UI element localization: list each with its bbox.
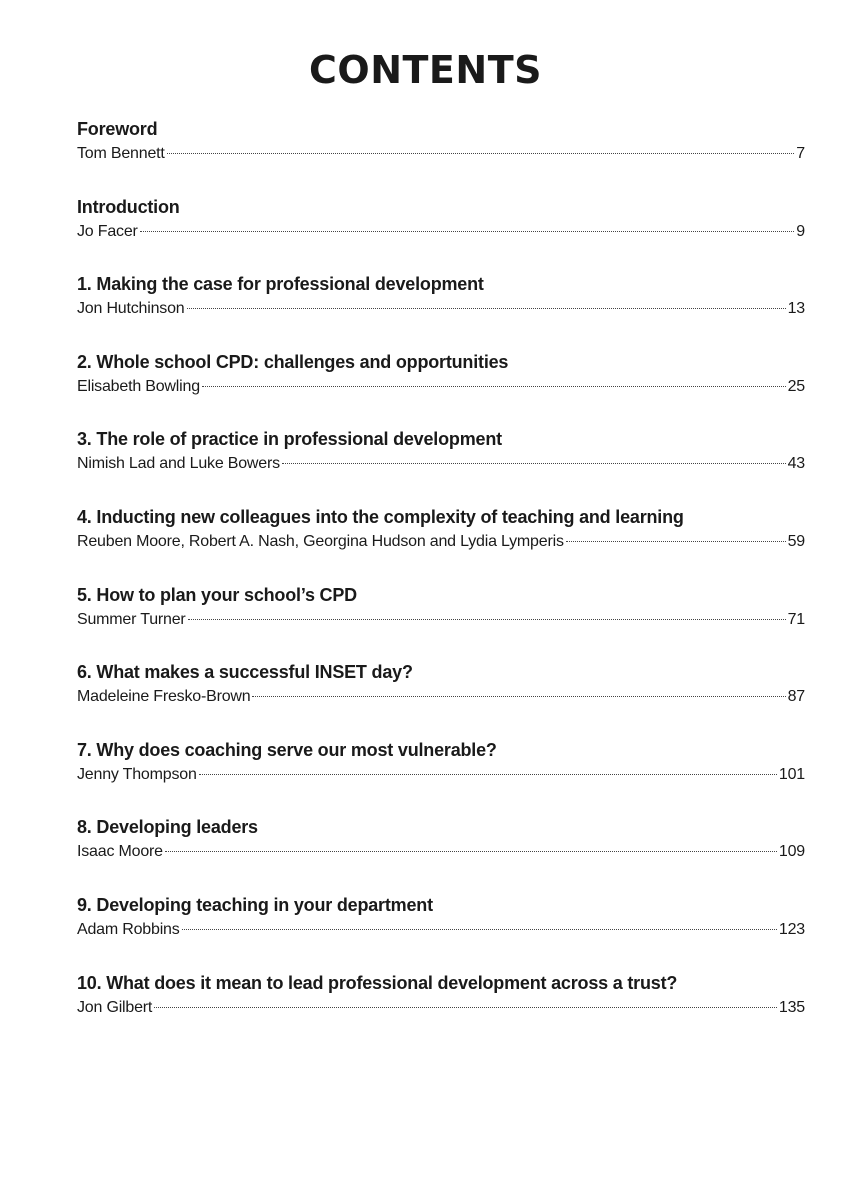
dot-leader [188,619,786,620]
toc-entry-chapter-9[interactable] [77,892,805,970]
toc-entry-author: Jon Hutchinson [77,300,185,318]
dot-leader [187,308,786,309]
dot-leader [167,153,795,154]
toc-entry-page-number: 101 [778,765,805,783]
toc-entry-author: Reuben Moore, Robert A. Nash, Georgina Hudson and Lydia Lymperis [77,532,564,550]
toc-entry-foreword[interactable] [77,116,805,194]
toc-entry-line [77,375,805,399]
toc-entry-line [77,918,805,942]
toc-entry-introduction[interactable] [77,194,805,272]
toc-entry-heading: 9. Developing teaching in your department [77,894,433,915]
toc-entry-page-number: 87 [787,688,805,706]
toc-entry-line [77,763,805,787]
toc-entry-chapter-6[interactable] [77,659,805,737]
toc-entry-page-number: 71 [787,610,805,628]
toc-entry-author: Jon Gilbert [77,998,153,1016]
toc-entry-author: Jo Facer [77,222,138,240]
toc-entry-page-number: 59 [787,532,805,550]
toc-entry-line [77,220,805,244]
toc-entry-chapter-3[interactable] [77,426,805,504]
toc-entry-line [77,840,805,864]
toc-entry-line [77,142,805,166]
toc-entry-chapter-1[interactable] [77,271,805,349]
dot-leader [165,851,777,852]
toc-entry-author: Isaac Moore [77,843,163,861]
toc-entry-page-number: 109 [778,843,805,861]
toc-entry-chapter-8[interactable] [77,814,805,892]
toc-entry-chapter-5[interactable] [77,582,805,660]
toc-entry-page-number: 13 [787,300,805,318]
toc-entry-author: Nimish Lad and Luke Bowers [77,455,280,473]
toc-entry-author: Madeleine Fresko-Brown [77,688,251,706]
toc-entry-line [77,996,805,1020]
toc-entry-chapter-4[interactable] [77,504,805,582]
dot-leader [199,774,777,775]
dot-leader [182,929,777,930]
toc-entry-heading: 5. How to plan your school’s CPD [77,584,357,605]
toc-entry-heading: 1. Making the case for professional development [77,274,484,295]
toc-entry-heading: 7. Why does coaching serve our most vulnerable? [77,739,497,760]
toc-entry-page-number: 135 [778,998,805,1016]
dot-leader [202,386,786,387]
toc-entry-author: Summer Turner [77,610,186,628]
toc-entry-heading: 3. The role of practice in professional development [77,429,502,450]
toc-entry-page-number: 7 [796,145,805,162]
toc-entry-line [77,452,805,476]
toc-entry-line [77,685,805,709]
toc-entry-heading: Introduction [77,196,180,217]
toc-entry-chapter-10[interactable] [77,970,805,1048]
toc-entry-heading: 10. What does it mean to lead professional development across a trust? [77,972,678,993]
toc-entry-heading: 6. What makes a successful INSET day? [77,662,413,683]
toc-entry-line [77,297,805,321]
toc-entry-author: Adam Robbins [77,920,180,938]
page-title: CONTENTS [309,48,542,92]
dot-leader [282,463,786,464]
dot-leader [154,1007,777,1008]
dot-leader [566,541,786,542]
toc-entry-page-number: 9 [796,222,805,240]
dot-leader [252,696,785,697]
toc-entry-chapter-7[interactable] [77,737,805,815]
dot-leader [140,231,795,232]
toc-entry-heading: Foreword [77,119,158,139]
toc-entry-heading: 8. Developing leaders [77,817,258,838]
toc-entry-heading: 2. Whole school CPD: challenges and opportunities [77,351,509,372]
toc-entry-page-number: 25 [787,377,805,395]
toc-entry-author: Elisabeth Bowling [77,377,200,395]
toc-entry-heading: 4. Inducting new colleagues into the complexity of teaching and learning [77,506,684,527]
toc-entry-page-number: 43 [787,455,805,473]
toc-entry-line [77,608,805,632]
table-of-contents [77,116,805,1047]
toc-entry-author: Tom Bennett [77,145,165,162]
toc-entry-author: Jenny Thompson [77,765,197,783]
toc-entry-chapter-2[interactable] [77,349,805,427]
toc-entry-line [77,530,805,554]
toc-entry-page-number: 123 [778,920,805,938]
